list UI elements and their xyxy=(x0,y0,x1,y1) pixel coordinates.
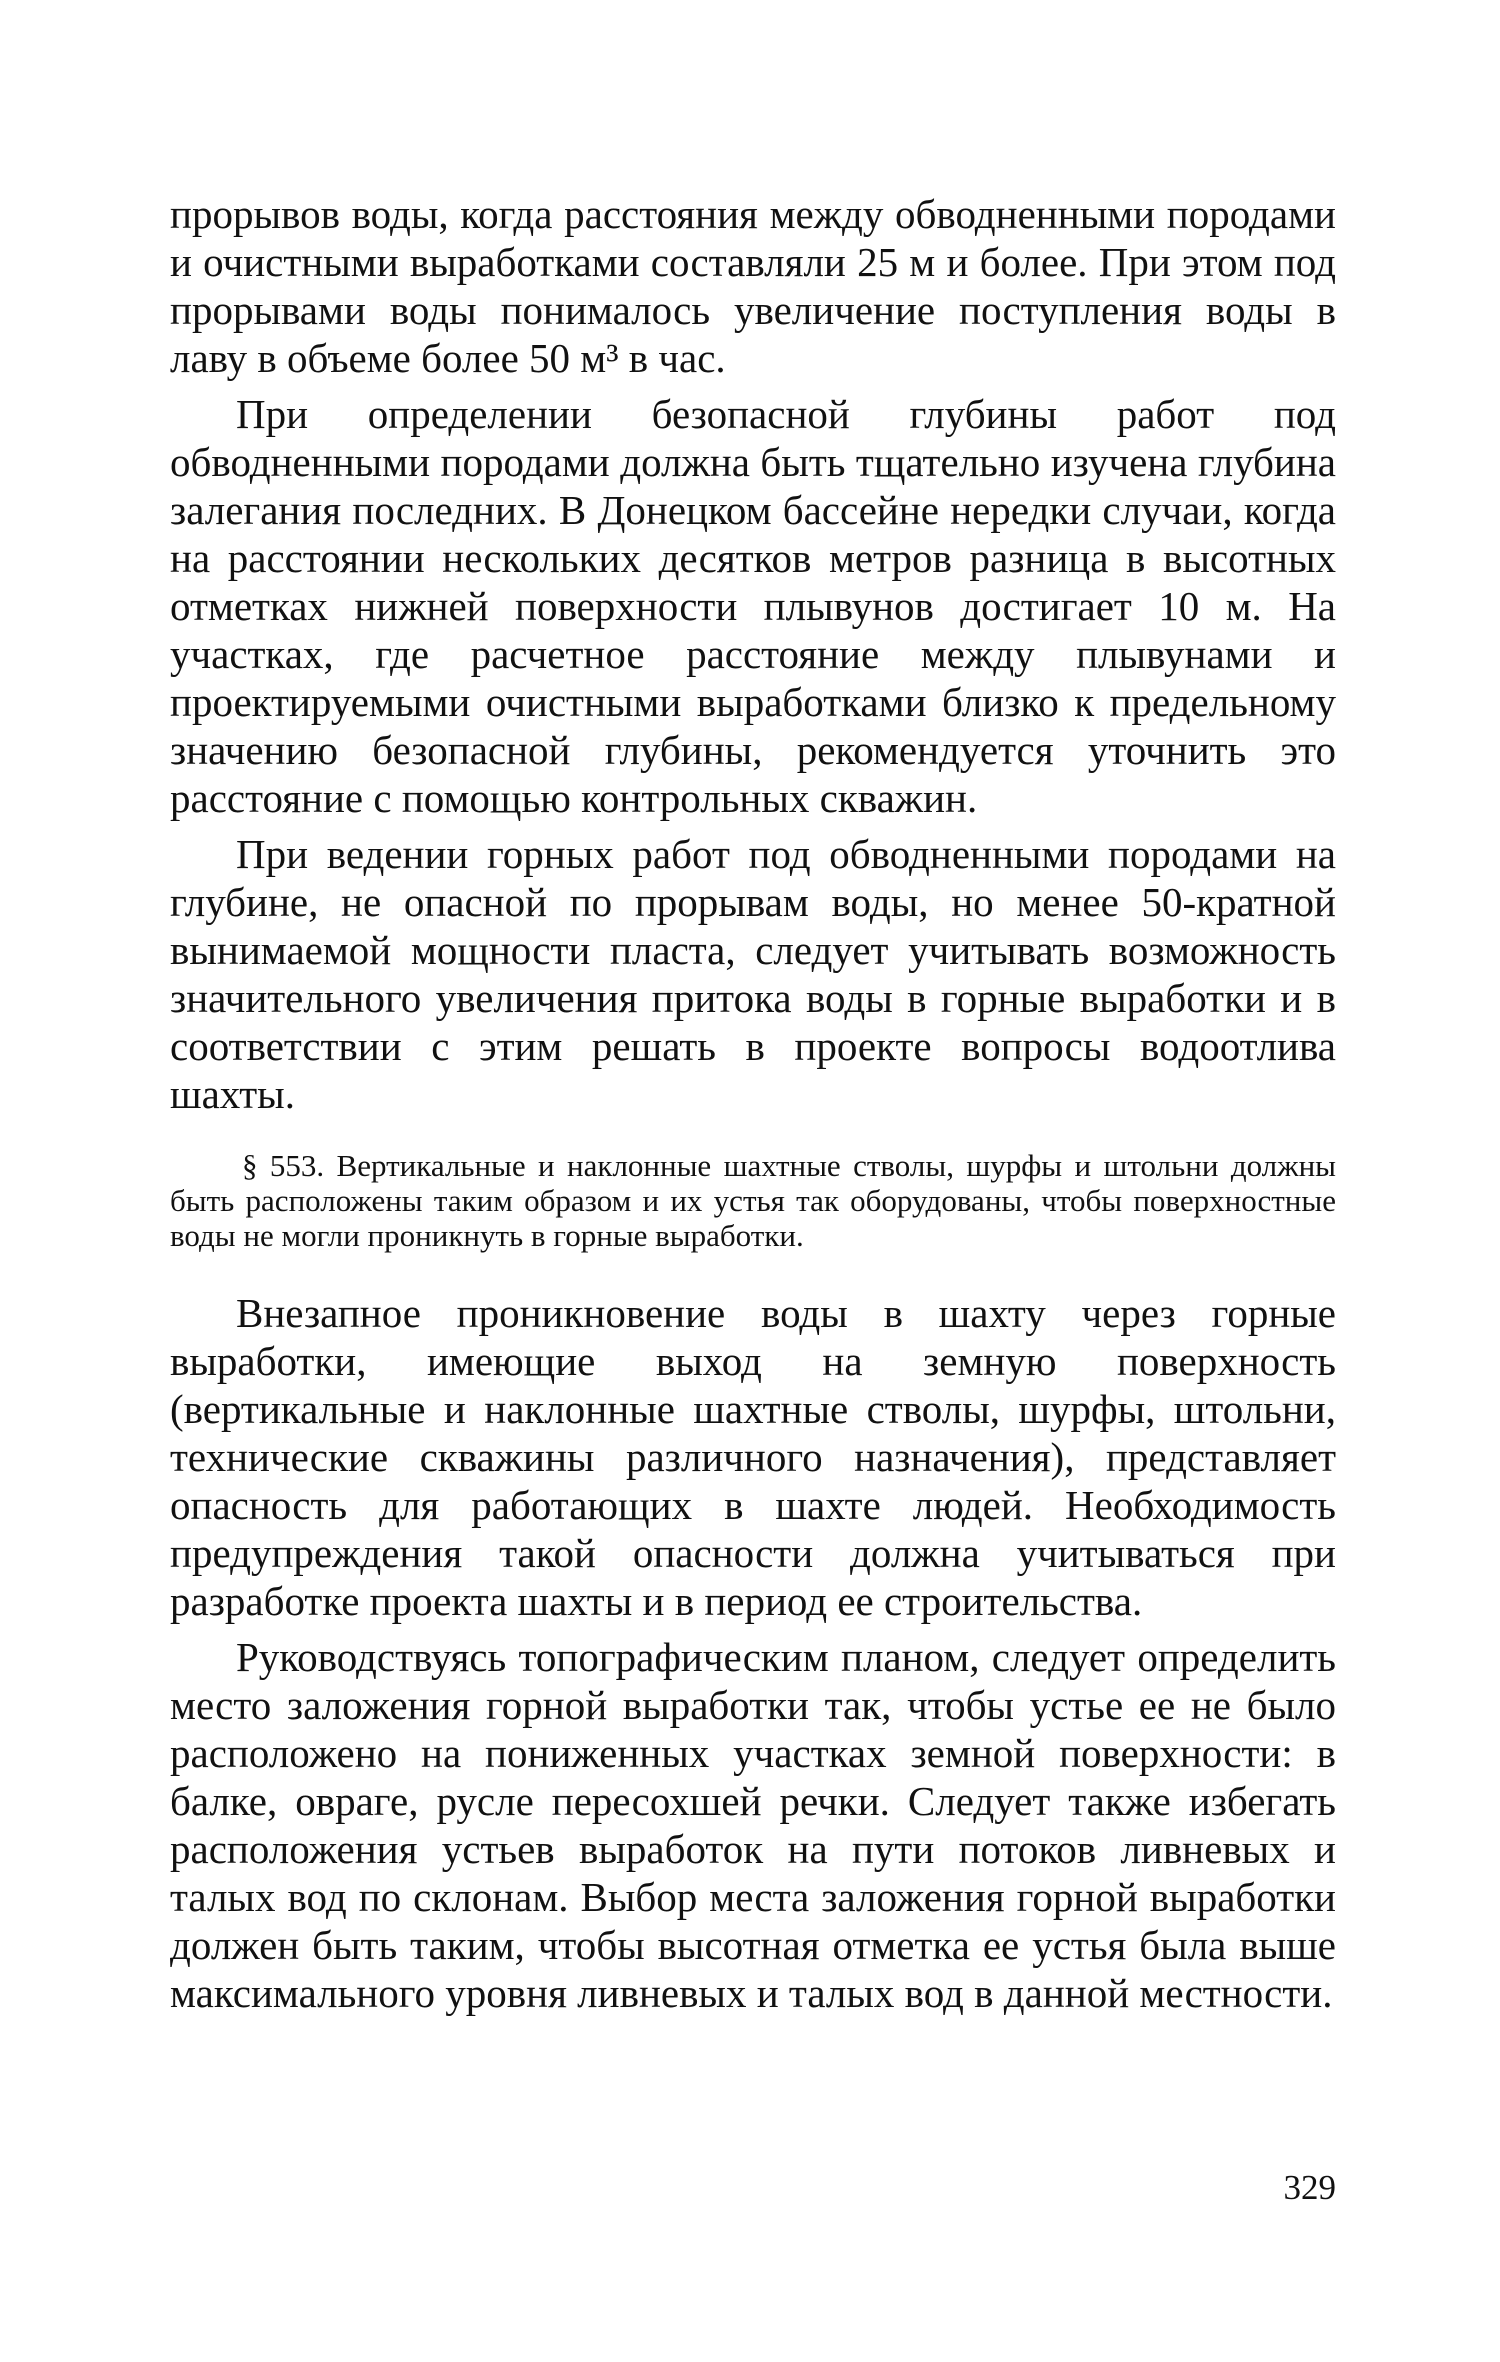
paragraph-water-inflow: При ведении горных работ под обводненными породами на глубине, не опасной по прорывам воды, но менее 50-кратной вынимаемой мощности пласта, следует учитывать возможность значительного увеличения притока воды в горные выработки и в соответствии с этим решать в проекте вопросы водоотлива шахты. xyxy=(170,831,1336,1117)
page-number: 329 xyxy=(1283,2168,1336,2207)
rule-553: § 553. Вертикальные и наклонные шахтные стволы, шурфы и штольни должны быть расположены таким образом и их устья так оборудованы, чтобы поверхностные воды не могли проникнуть в горные выработки. xyxy=(170,1148,1336,1253)
paragraph-safe-depth: При определении безопасной глубины работ под обводненными породами должна быть тщательно изучена глубина залегания последних. В Донецком бассейне нередки случаи, когда на расстоянии нескольких десятков метров разница в высотных отметках нижней поверхности плывунов достигает 10 м. На участках, где расчетное расстояние между плывунами и проектируемыми очистными выработками близко к предельному значению безопасной глубины, рекомендуется уточнить это расстояние с помощью контрольных скважин. xyxy=(170,391,1336,821)
page-body xyxy=(170,190,1336,2017)
paragraph-sudden-water: Внезапное проникновение воды в шахту через горные выработки, имеющие выход на земную поверхность (вертикальные и наклонные шахтные стволы, шурфы, штольни, технические скважины различного назначения), представляет опасность для работающих в шахте людей. Необходимость предупреждения такой опасности должна учитываться при разработке проекта шахты и в период ее строительства. xyxy=(170,1290,1336,1624)
paragraph-site-selection: Руководствуясь топографическим планом, следует определить место заложения горной выработки так, чтобы устье ее не было расположено на пониженных участках земной поверхности: в балке, овраге, русле пересохшей речки. Следует также избегать расположения устьев выработок на пути потоков ливневых и талых вод по склонам. Выбор места заложения горной выработки должен быть таким, чтобы высотная отметка ее устья была выше максимального уровня ливневых и талых вод в данной местности. xyxy=(170,1634,1336,2016)
paragraph-continued: прорывов воды, когда расстояния между обводненными породами и очистными выработками составляли 25 м и более. При этом под прорывами воды понималось увеличение поступления воды в лаву в объеме более 50 м³ в час. xyxy=(170,191,1336,381)
